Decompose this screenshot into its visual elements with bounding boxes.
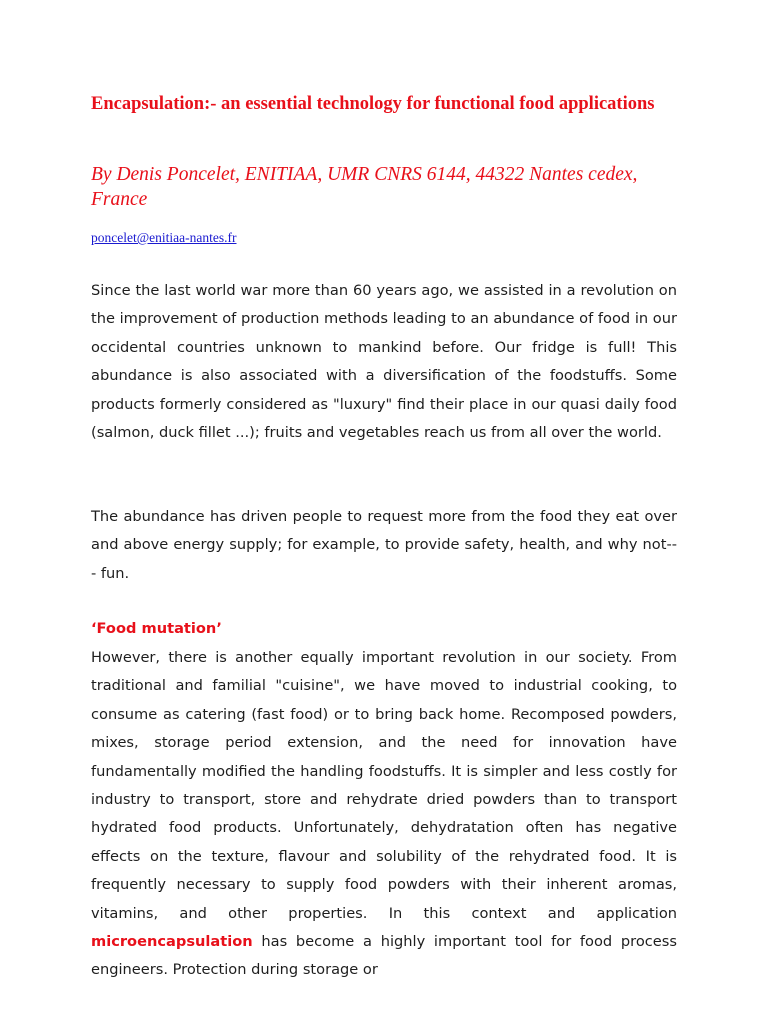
highlighted-term: microencapsulation — [91, 933, 253, 951]
author-byline: By Denis Poncelet, ENITIAA, UMR CNRS 6144, 44322 Nantes cedex, France — [91, 164, 638, 210]
author-email-link[interactable]: poncelet@enitiaa-nantes.fr — [91, 230, 237, 245]
paragraph-intro: Since the last world war more than 60 years ago, we assisted in a revolution on the improvement of production methods leading to an abundance of food in our occidental countries unknown to mankind before. Our fridge is full! This abundance is also associated with a diversification of the foodstuffs. Some products formerly considered as "luxury" find their place in our quasi daily food (salmon, duck fillet ...); fruits and vegetables reach us from all over the world. — [91, 282, 677, 442]
paragraph-text-start: However, there is another equally important revolution in our society. From traditional and familial "cuisine", we have moved to industrial cooking, to consume as catering (fast food) or to bring back home. Recomposed powders, mixes, storage period extension, and the need for innovation have fundamentally modified the handling foodstuffs. It is simpler and less costly for industry to transport, store and rehydrate dried powders than to transport hydrated food products. Unfortunately, dehydratation often has negative effects on the texture, flavour and solubility of the rehydrated food. It is frequently necessary to supply food powders with their inherent aromas, vitamins, and other properties. In this context and application — [91, 649, 677, 922]
paragraph-food-mutation — [91, 644, 677, 985]
paragraph-abundance: The abundance has driven people to request more from the food they eat over and above energy supply; for example, to provide safety, health, and why not--- fun. — [91, 508, 677, 582]
section-heading-food-mutation: ‘Food mutation’ — [91, 620, 222, 637]
document-title: Encapsulation:- an essential technology for functional food applications — [91, 94, 655, 114]
paragraph-text-end: has become a highly important tool for food process engineers. Protection during storage or — [91, 933, 677, 979]
